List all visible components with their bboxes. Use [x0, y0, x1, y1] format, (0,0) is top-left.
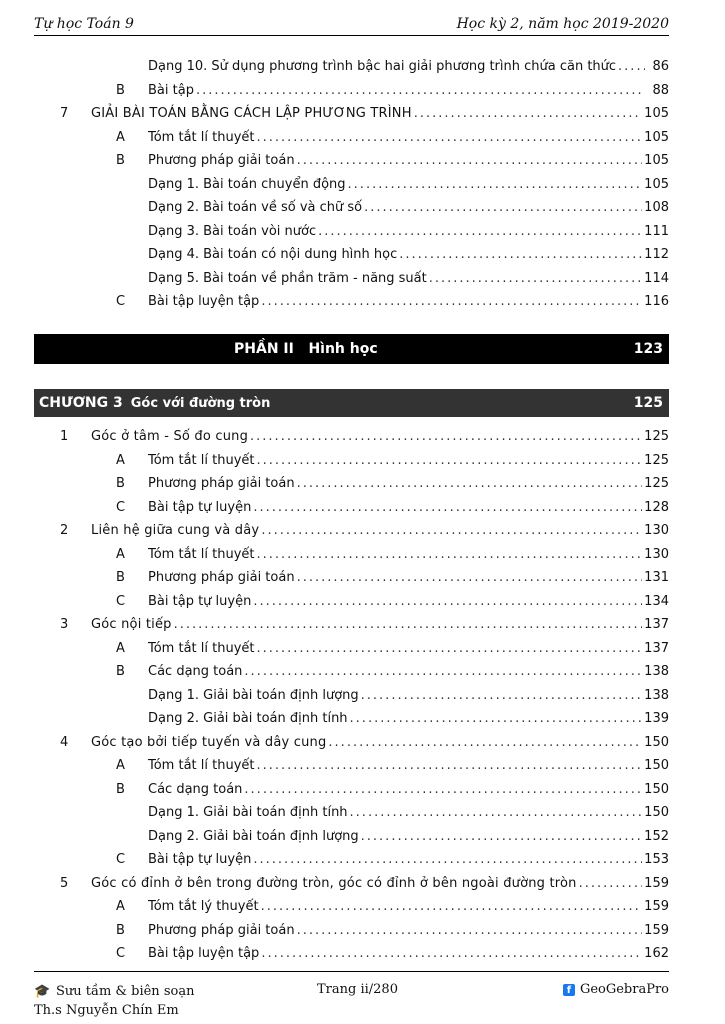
toc-entry-number: 7	[60, 106, 69, 122]
toc-entry[interactable]	[34, 149, 669, 173]
page-footer	[34, 971, 669, 1018]
toc-entry[interactable]	[34, 754, 669, 778]
toc-entry-leader	[91, 876, 669, 891]
toc-dot-leader	[364, 200, 642, 215]
toc-dot-leader	[399, 247, 642, 262]
toc-entry-number: A	[116, 640, 125, 656]
toc-entry-title: Dạng 2. Giải bài toán định lượng	[148, 828, 359, 844]
toc-entry[interactable]	[34, 290, 669, 314]
toc-entry[interactable]	[34, 684, 669, 708]
toc-entry-page: 128	[644, 499, 669, 515]
toc-dot-leader	[297, 923, 643, 938]
toc-entry-title: Bài tập tự luyện	[148, 593, 252, 609]
toc-dot-leader	[196, 83, 645, 98]
toc-entry-page: 131	[644, 570, 669, 586]
toc-entry-page: 116	[644, 294, 669, 310]
toc-entry-leader	[148, 829, 669, 844]
toc-entry[interactable]	[34, 566, 669, 590]
toc-entry-title: Bài tập luyện tập	[148, 946, 260, 962]
part-name: Hình học	[308, 341, 378, 357]
toc-entry-leader	[148, 899, 669, 914]
toc-entry-page: 111	[644, 223, 669, 239]
toc-dot-leader	[297, 153, 643, 168]
chapter-title	[39, 395, 270, 411]
footer-left-line2: Th.s Nguyễn Chín Em	[34, 1003, 179, 1018]
toc-entry-title: Dạng 3. Bài toán vòi nước	[148, 223, 317, 239]
toc-dot-leader	[261, 523, 642, 538]
toc-entry[interactable]	[34, 472, 669, 496]
toc-entry-leader	[148, 500, 669, 515]
toc-entry-page: 88	[652, 82, 669, 98]
toc-dot-leader	[257, 641, 643, 656]
toc-entry-page: 137	[644, 640, 669, 656]
toc-entry-leader	[148, 852, 669, 867]
toc-dot-leader	[253, 500, 642, 515]
toc-entry-number: B	[116, 781, 125, 797]
toc-entry-leader	[148, 271, 669, 286]
facebook-icon: f	[563, 984, 575, 996]
toc-entry-number: C	[116, 946, 126, 962]
toc-entry-title: Bài tập luyện tập	[148, 294, 260, 310]
toc-entry-leader	[148, 923, 669, 938]
toc-entry-leader	[148, 453, 669, 468]
toc-entry[interactable]	[34, 196, 669, 220]
toc-entry-page: 159	[644, 899, 669, 915]
toc-entry-leader	[91, 617, 669, 632]
toc-entry-title: Dạng 5. Bài toán về phần trăm - năng suất	[148, 270, 427, 286]
toc-entry-title: Phương pháp giải toán	[148, 476, 295, 492]
toc-entry-title: Tóm tắt lí thuyết	[148, 640, 255, 656]
toc-entry-leader	[148, 688, 669, 703]
toc-entry-number: B	[116, 570, 125, 586]
toc-entry[interactable]	[34, 449, 669, 473]
toc-entry-page: 138	[644, 664, 669, 680]
part-title	[234, 341, 378, 357]
toc-entry-number: A	[116, 899, 125, 915]
toc-entry-page: 112	[644, 247, 669, 263]
toc-dot-leader	[253, 594, 642, 609]
toc-entry-title: Bài tập	[148, 82, 194, 98]
chapter-banner[interactable]	[34, 389, 669, 417]
toc-dot-leader	[297, 570, 643, 585]
toc-entry-leader	[91, 523, 669, 538]
toc-entry-title: Góc có đỉnh ở bên trong đường tròn, góc có đỉnh ở bên ngoài đường tròn	[91, 875, 577, 891]
toc-dot-leader	[261, 899, 643, 914]
toc-entry[interactable]	[34, 613, 669, 637]
toc-entry-title: Tóm tắt lí thuyết	[148, 129, 255, 145]
footer-credit	[34, 982, 194, 1020]
toc-entry-page: 159	[644, 875, 669, 891]
toc-entry-number: C	[116, 852, 126, 868]
toc-entry-page: 138	[644, 687, 669, 703]
toc-entry-leader	[148, 130, 669, 145]
toc-entry[interactable]	[34, 220, 669, 244]
toc-entry[interactable]	[34, 825, 669, 849]
toc-entry-page: 139	[644, 711, 669, 727]
toc-entry-page: 152	[644, 828, 669, 844]
toc-entry-number: C	[116, 294, 126, 310]
toc-entry-leader	[91, 429, 669, 444]
header-right: Học kỳ 2, năm học 2019-2020	[456, 16, 669, 32]
toc-dot-leader	[579, 876, 643, 891]
toc-dot-leader	[414, 106, 642, 121]
toc-entry-number: B	[116, 664, 125, 680]
toc-entry-number: B	[116, 153, 125, 169]
toc-entry[interactable]	[34, 895, 669, 919]
toc-entry-leader	[148, 570, 669, 585]
toc-entry[interactable]	[34, 919, 669, 943]
toc-dot-leader	[253, 852, 642, 867]
page-header	[34, 10, 669, 36]
toc-entry[interactable]	[34, 173, 669, 197]
toc-dot-leader	[618, 59, 645, 74]
toc-entry-number: 2	[60, 523, 69, 539]
toc-entry-page: 105	[644, 176, 669, 192]
toc-dot-leader	[244, 664, 642, 679]
toc-entry[interactable]	[34, 942, 669, 966]
toc-dot-leader	[250, 429, 642, 444]
toc-dot-leader	[350, 711, 643, 726]
toc-dot-leader	[429, 271, 642, 286]
toc-dot-leader	[350, 805, 643, 820]
toc-dot-leader	[261, 294, 642, 309]
toc-dot-leader	[297, 476, 643, 491]
toc-entry[interactable]	[34, 55, 669, 79]
toc-dot-leader	[244, 782, 642, 797]
toc-entry-page: 150	[644, 781, 669, 797]
toc-entry-title: Góc ở tâm - Số đo cung	[91, 429, 249, 445]
toc-entry-title: Dạng 1. Bài toán chuyển động	[148, 176, 346, 192]
toc-entry-number: 1	[60, 429, 69, 445]
toc-dot-leader	[257, 453, 643, 468]
toc-entry-page: 137	[644, 617, 669, 633]
toc-entry-page: 162	[644, 946, 669, 962]
toc-entry-leader	[148, 177, 669, 192]
footer-left-line1: Sưu tầm & biên soạn	[56, 984, 195, 999]
toc-entry[interactable]	[34, 872, 669, 896]
toc-entry[interactable]	[34, 102, 669, 126]
toc-entry-number: A	[116, 129, 125, 145]
toc-entry-title: Các dạng toán	[148, 781, 243, 797]
toc-entry[interactable]	[34, 425, 669, 449]
toc-entry-title: Dạng 1. Giải bài toán định tính	[148, 805, 348, 821]
toc-entry-leader	[148, 153, 669, 168]
toc-entry-title: Các dạng toán	[148, 664, 243, 680]
toc-entry-leader	[148, 711, 669, 726]
toc-entry-title: Tóm tắt lí thuyết	[148, 546, 255, 562]
footer-right: GeoGebraPro	[579, 982, 669, 997]
toc-entry-page: 159	[644, 922, 669, 938]
toc-entry[interactable]	[34, 126, 669, 150]
header-left: Tự học Toán 9	[34, 16, 134, 32]
toc-entry-page: 105	[644, 153, 669, 169]
graduation-cap-icon: 🎓	[34, 984, 51, 999]
toc-entry-leader	[148, 782, 669, 797]
part-label: PHẦN II	[234, 341, 294, 357]
toc-entry-leader	[148, 294, 669, 309]
toc-dot-leader	[261, 946, 642, 961]
toc-entry-leader	[148, 247, 669, 262]
toc-dot-leader	[361, 688, 643, 703]
toc-entry-number: B	[116, 476, 125, 492]
toc-entry-leader	[148, 946, 669, 961]
toc-entry-number: C	[116, 499, 126, 515]
toc-entry-page: 125	[644, 452, 669, 468]
toc-entry[interactable]	[34, 519, 669, 543]
toc-entry[interactable]	[34, 637, 669, 661]
toc-entry-leader	[148, 476, 669, 491]
toc-entry-title: Dạng 10. Sử dụng phương trình bậc hai giải phương trình chứa căn thức	[148, 59, 617, 75]
toc-dot-leader	[257, 758, 643, 773]
toc-entry-number: C	[116, 593, 126, 609]
toc-entry-page: 108	[644, 200, 669, 216]
part-banner[interactable]	[34, 334, 669, 364]
toc-entry[interactable]	[34, 848, 669, 872]
toc-bottom	[34, 425, 669, 966]
toc-entry-number: A	[116, 546, 125, 562]
toc-entry-title: GIẢI BÀI TOÁN BẰNG CÁCH LẬP PHƯƠNG TRÌNH	[91, 106, 412, 122]
toc-top	[34, 55, 669, 314]
toc-dot-leader	[361, 829, 643, 844]
toc-entry[interactable]	[34, 707, 669, 731]
toc-entry-leader	[148, 224, 669, 239]
toc-entry-page: 130	[644, 546, 669, 562]
toc-entry-title: Tóm tắt lí thuyết	[148, 758, 255, 774]
toc-entry-page: 86	[652, 59, 669, 75]
toc-entry-page: 153	[644, 852, 669, 868]
toc-entry[interactable]	[34, 801, 669, 825]
toc-entry-title: Bài tập tự luyện	[148, 852, 252, 868]
toc-entry-number: 5	[60, 875, 69, 891]
toc-entry-title: Tóm tắt lí thuyết	[148, 452, 255, 468]
page-number: Trang ii/280	[317, 982, 398, 997]
toc-entry[interactable]	[34, 660, 669, 684]
toc-entry-page: 114	[644, 270, 669, 286]
toc-entry-number: A	[116, 758, 125, 774]
toc-entry-page: 125	[644, 429, 669, 445]
toc-entry-leader	[148, 594, 669, 609]
toc-entry-page: 150	[644, 734, 669, 750]
toc-entry-title: Bài tập tự luyện	[148, 499, 252, 515]
toc-entry-title: Phương pháp giải toán	[148, 570, 295, 586]
toc-entry-title: Dạng 2. Bài toán về số và chữ số	[148, 200, 363, 216]
toc-entry[interactable]	[34, 496, 669, 520]
toc-entry-leader	[148, 83, 669, 98]
toc-entry-leader	[148, 805, 669, 820]
toc-entry-leader	[148, 664, 669, 679]
toc-entry-title: Phương pháp giải toán	[148, 922, 295, 938]
toc-entry[interactable]	[34, 243, 669, 267]
toc-entry-title: Góc tạo bởi tiếp tuyến và dây cung	[91, 734, 327, 750]
toc-dot-leader	[348, 177, 643, 192]
toc-dot-leader	[174, 617, 643, 632]
toc-entry-title: Dạng 2. Giải bài toán định tính	[148, 711, 348, 727]
toc-entry-number: A	[116, 452, 125, 468]
toc-entry-title: Phương pháp giải toán	[148, 153, 295, 169]
toc-entry-page: 130	[644, 523, 669, 539]
toc-dot-leader	[257, 547, 643, 562]
toc-entry-page: 134	[644, 593, 669, 609]
toc-entry-leader	[91, 106, 669, 121]
toc-entry[interactable]	[34, 543, 669, 567]
toc-entry-number: B	[116, 922, 125, 938]
toc-entry-number: 4	[60, 734, 69, 750]
toc-dot-leader	[318, 224, 642, 239]
toc-entry-leader	[148, 547, 669, 562]
part-page: 123	[633, 341, 663, 357]
toc-entry[interactable]	[34, 267, 669, 291]
chapter-label: CHƯƠNG 3	[39, 395, 123, 411]
toc-entry-title: Góc nội tiếp	[91, 617, 172, 633]
toc-entry-number: B	[116, 82, 125, 98]
chapter-page: 125	[633, 395, 663, 411]
toc-entry-page: 105	[644, 106, 669, 122]
toc-entry-page: 105	[644, 129, 669, 145]
toc-entry[interactable]	[34, 778, 669, 802]
toc-entry-leader	[148, 200, 669, 215]
toc-entry[interactable]	[34, 731, 669, 755]
toc-entry[interactable]	[34, 79, 669, 103]
toc-entry-title: Tóm tắt lý thuyết	[148, 899, 259, 915]
toc-entry-title: Dạng 1. Giải bài toán định lượng	[148, 687, 359, 703]
toc-entry-leader	[148, 641, 669, 656]
toc-dot-leader	[257, 130, 643, 145]
toc-entry-leader	[91, 735, 669, 750]
toc-entry-leader	[148, 59, 669, 74]
toc-entry[interactable]	[34, 590, 669, 614]
chapter-name: Góc với đường tròn	[130, 396, 271, 411]
toc-entry-page: 150	[644, 805, 669, 821]
toc-entry-title: Liên hệ giữa cung và dây	[91, 523, 260, 539]
toc-entry-leader	[148, 758, 669, 773]
toc-dot-leader	[328, 735, 642, 750]
toc-entry-page: 125	[644, 476, 669, 492]
toc-entry-page: 150	[644, 758, 669, 774]
footer-brand[interactable]	[563, 982, 669, 997]
toc-entry-title: Dạng 4. Bài toán có nội dung hình học	[148, 247, 398, 263]
toc-entry-number: 3	[60, 617, 69, 633]
